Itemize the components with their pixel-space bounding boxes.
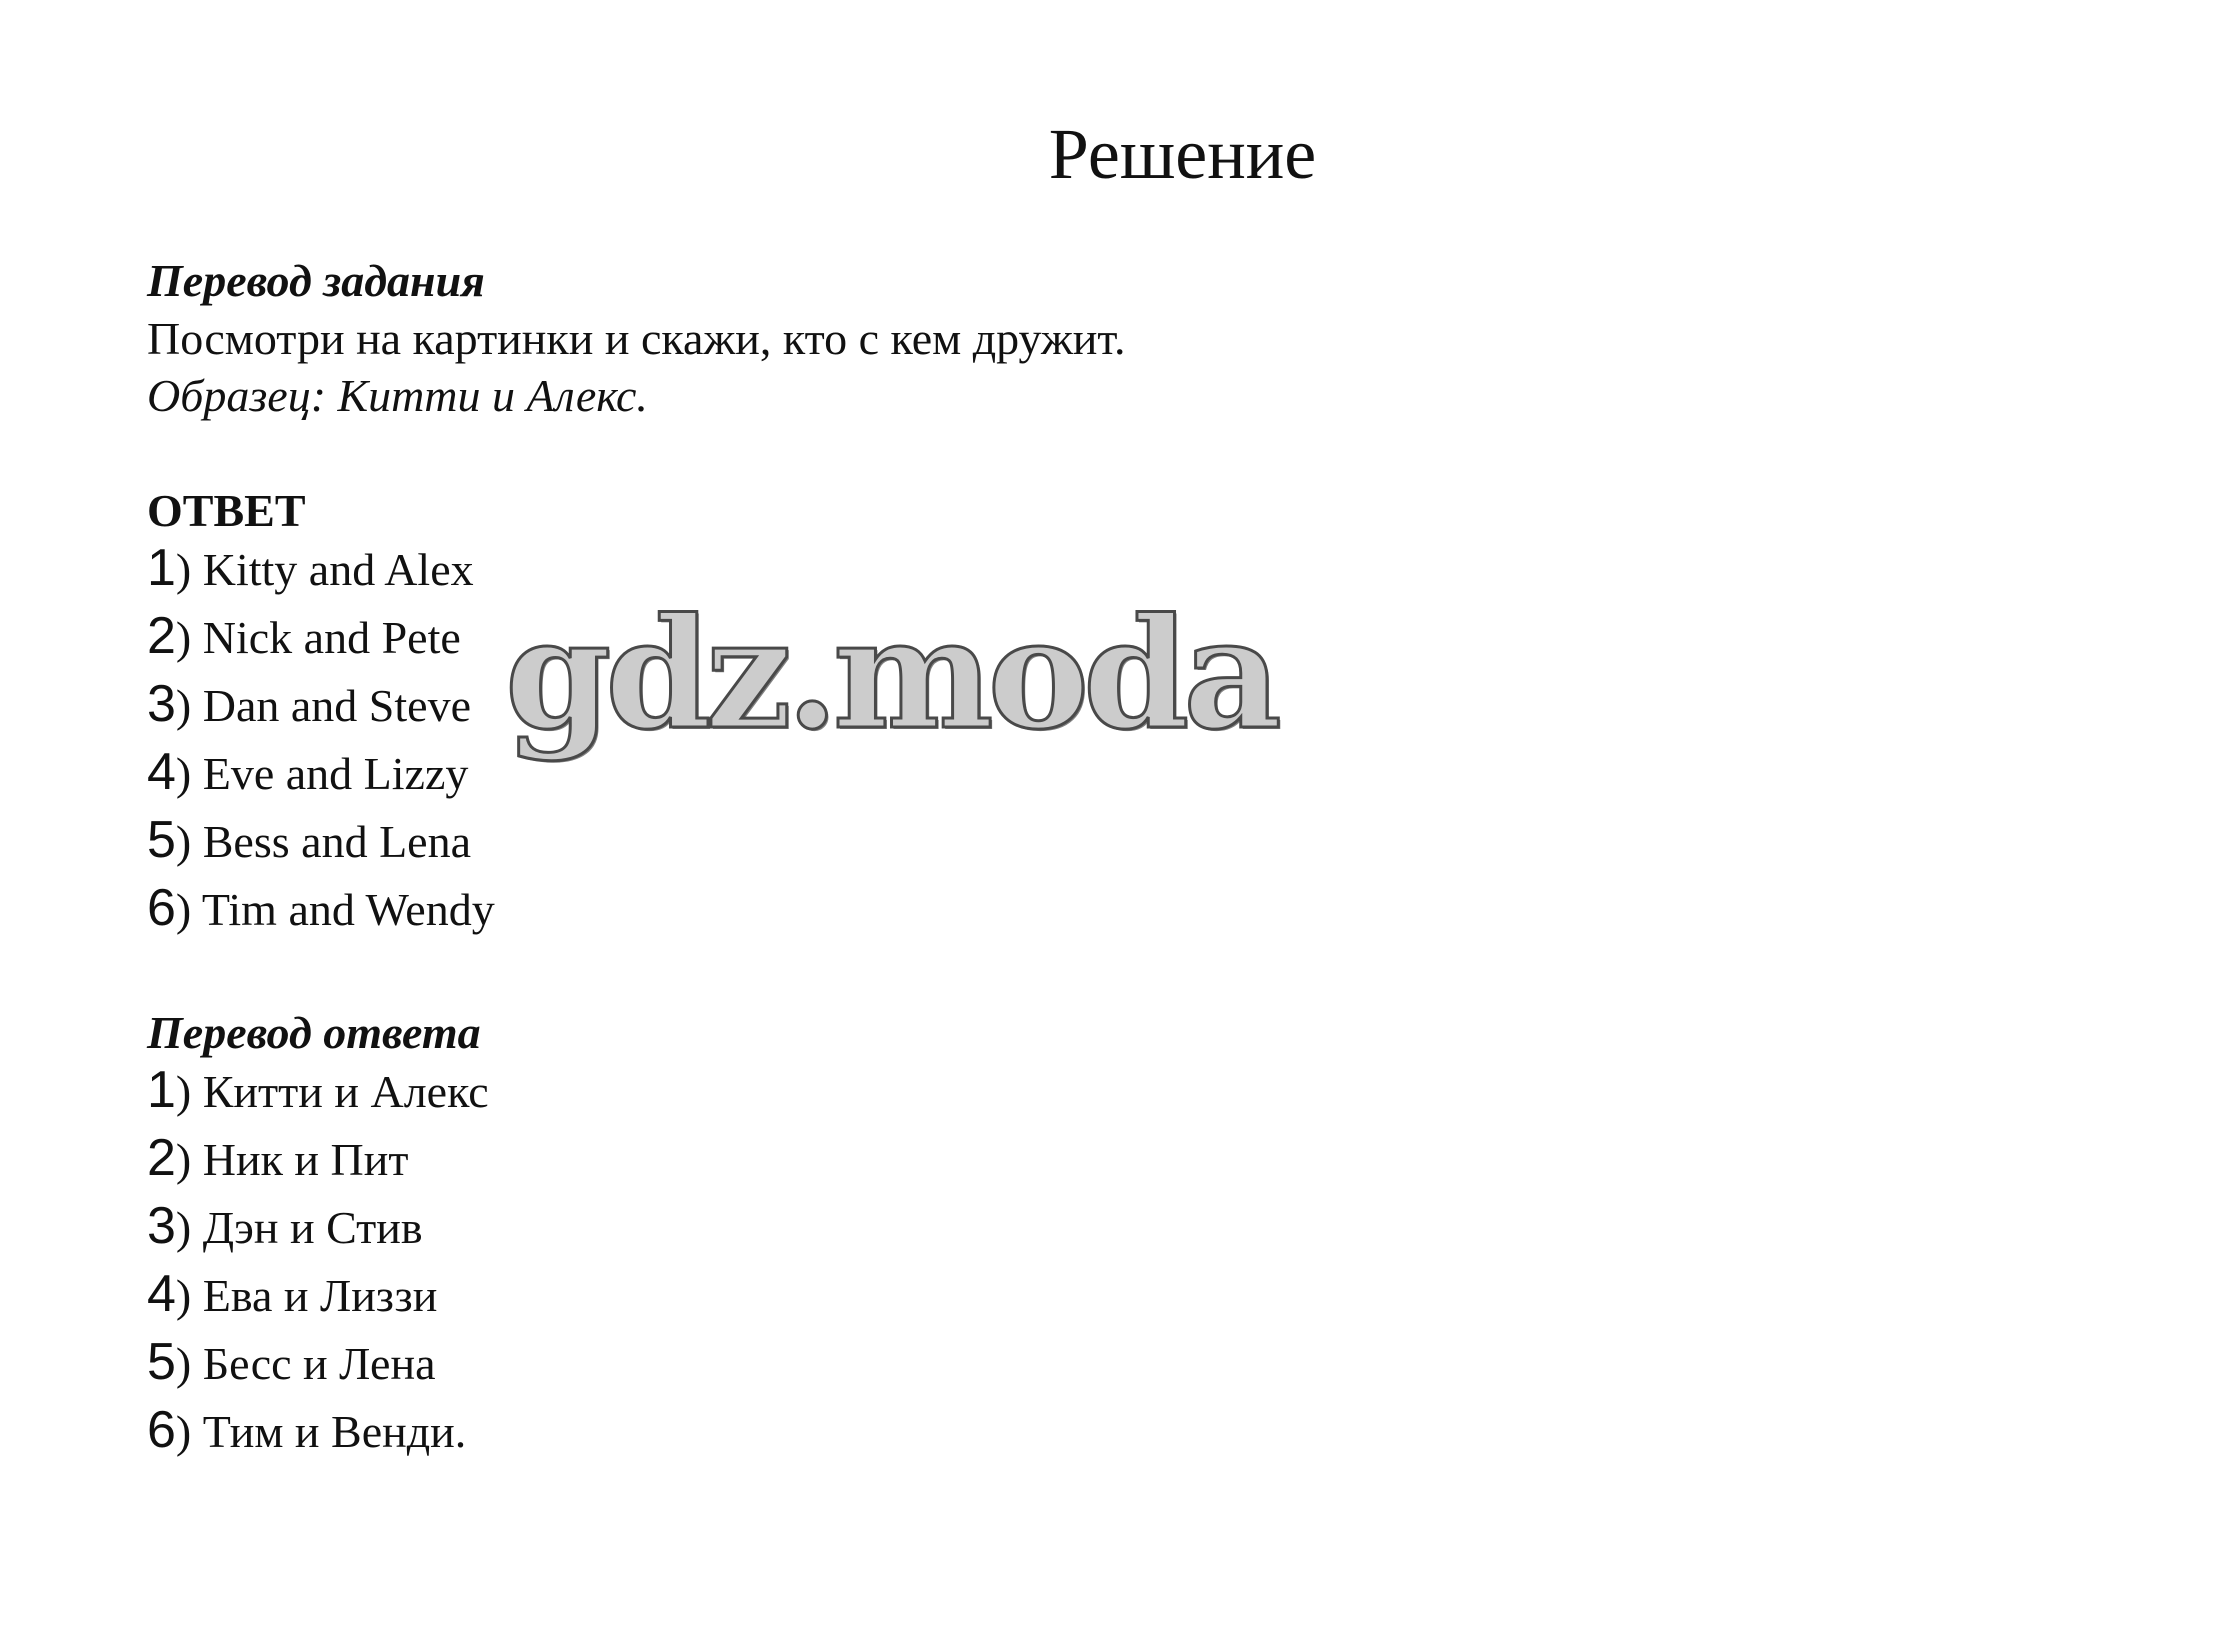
list-item: 4) Eve and Lizzy [147,743,469,801]
list-item: 2) Ник и Пит [147,1129,409,1187]
item-text: Бесс и Лена [202,1338,436,1389]
item-number: 3 [147,675,176,733]
answer-list [147,534,495,942]
list-item: 3) Дэн и Стив [147,1197,423,1255]
page-title: Решение [1048,114,1317,194]
watermark-logo: gdz.moda [505,584,1276,763]
item-text: Ник и Пит [202,1134,409,1185]
item-number: 4 [147,1265,176,1323]
task-instruction: Посмотри на картинки и скажи, кто с кем дружит. [147,313,1126,364]
answer-heading: ОТВЕТ [147,485,306,536]
item-number: 6 [147,1401,176,1459]
item-number: 2 [147,607,176,665]
item-number: 1 [147,539,176,597]
translation-section [147,1007,489,1464]
task-example: Образец: Китти и Алекс. [147,370,648,421]
list-item: 5) Бесс и Лена [147,1333,436,1391]
item-number: 2 [147,1129,176,1187]
item-number: 5 [147,1333,176,1391]
item-text: Dan and Steve [202,680,472,731]
list-item: 2) Nick and Pete [147,607,461,665]
item-text: Eve and Lizzy [202,748,469,799]
item-text: Bess and Lena [202,816,472,867]
item-text: Ева и Лиззи [202,1270,438,1321]
item-text: Дэн и Стив [202,1202,423,1253]
item-number: 1 [147,1061,176,1119]
item-number: 3 [147,1197,176,1255]
list-item: 3) Dan and Steve [147,675,472,733]
item-text: Nick and Pete [202,612,461,663]
translation-heading: Перевод ответа [147,1007,481,1058]
item-number: 4 [147,743,176,801]
item-text: Китти и Алекс [202,1066,489,1117]
list-item: 5) Bess and Lena [147,811,472,869]
task-section [147,255,1126,421]
list-item: 4) Ева и Лиззи [147,1265,438,1323]
item-text: Kitty and Alex [202,544,474,595]
item-number: 6 [147,879,176,937]
translation-list [147,1056,489,1464]
item-text: Тим и Венди. [202,1406,467,1457]
list-item: 1) Китти и Алекс [147,1061,489,1119]
list-item: 6) Тим и Венди. [147,1401,467,1459]
task-heading: Перевод задания [147,255,485,306]
item-number: 5 [147,811,176,869]
item-text: Tim and Wendy [201,884,495,935]
list-item: 1) Kitty and Alex [147,539,474,597]
answer-section [147,485,495,942]
list-item: 6) Tim and Wendy [147,879,495,937]
